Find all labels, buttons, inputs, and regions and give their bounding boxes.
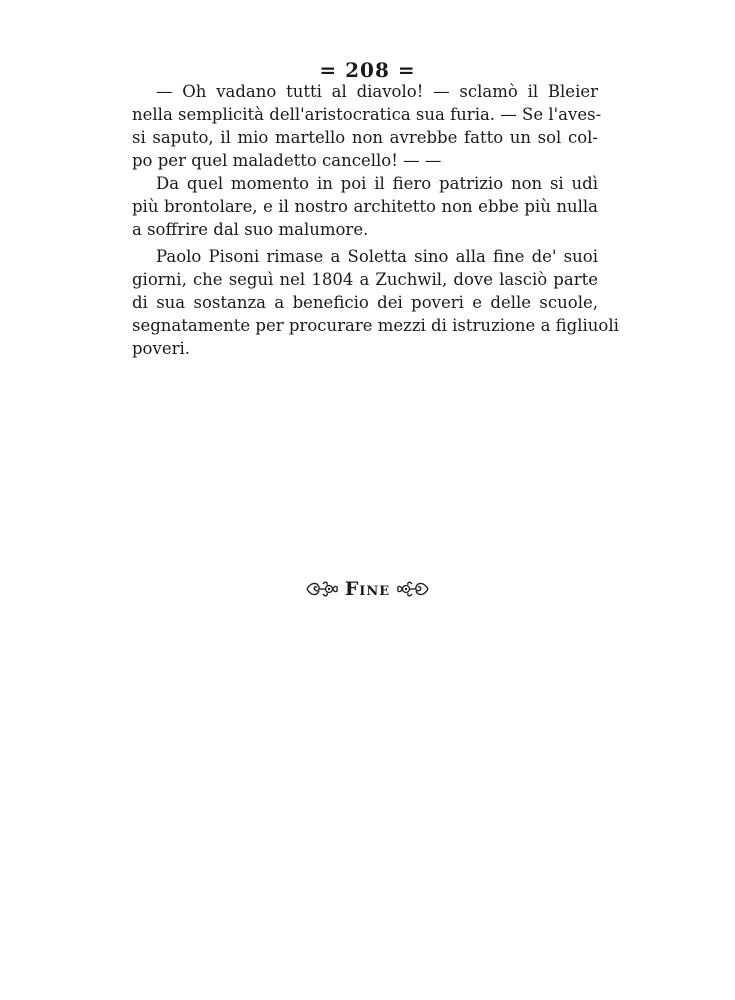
page-number: = 208 =	[319, 58, 416, 82]
text-line: nella semplicità dell'aristocratica sua furia. — Se l'aves-	[132, 105, 602, 124]
text-line: segnatamente per procurare mezzi di istruzione a figliuoli	[132, 316, 619, 335]
text-line: Da quel momento in poi il fiero patrizio non si udì	[156, 174, 598, 193]
body-text	[132, 80, 619, 360]
text-line: — Oh vadano tutti al diavolo! — sclamò il Bleier	[156, 82, 598, 101]
paragraph	[132, 80, 602, 172]
text-line: Paolo Pisoni rimase a Soletta sino alla fine de' suoi	[156, 247, 598, 266]
text-line: più brontolare, e il nostro architetto non ebbe più nulla	[132, 197, 598, 216]
text-line: giorni, che seguì nel 1804 a Zuchwil, dove lasciò parte	[132, 270, 598, 289]
text-line: po per quel maladetto cancello! — —	[132, 151, 442, 170]
paragraph	[132, 245, 619, 360]
text-line: di sua sostanza a beneficio dei poveri e delle scuole,	[132, 293, 598, 312]
closing-ornament	[0, 578, 735, 600]
text-line: a soffrire dal suo malumore.	[132, 220, 369, 239]
closing-label: Fine	[344, 578, 391, 600]
text-line: poveri.	[132, 339, 190, 358]
floral-ornament-right-icon	[396, 578, 430, 600]
paragraph	[132, 172, 598, 241]
text-line: si saputo, il mio martello non avrebbe fatto un sol col-	[132, 128, 598, 147]
floral-ornament-left-icon	[305, 578, 339, 600]
